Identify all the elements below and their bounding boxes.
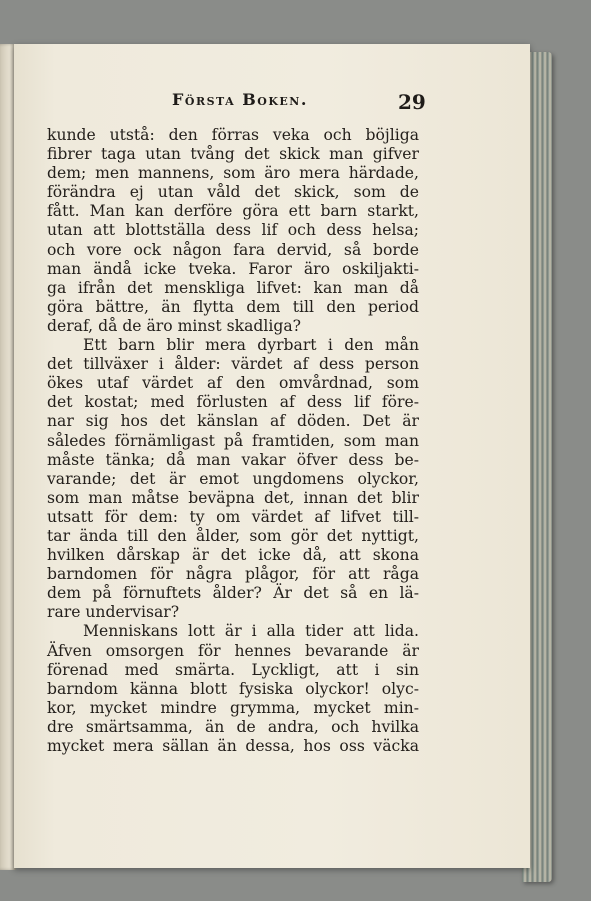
text-line: det tillväxer i ålder: värdet af dess person [47,355,419,374]
text-line: barndom känna blott fysiska olyckor! olyc- [47,679,419,698]
text-line: man ändå icke tveka. Faror äro oskiljakti- [47,259,419,278]
page-header [14,90,530,120]
book-page [14,44,530,868]
text-line: utsatt för dem: ty om värdet af lifvet till- [47,507,419,526]
text-line: det kostat; med förlusten af dess lif före- [47,393,419,412]
text-line: varande; det är emot ungdomens olyckor, [47,469,419,488]
text-line: rare undervisar? [47,603,180,622]
text-line: göra bättre, än flytta dem till den period [47,297,419,316]
text-line: tar ända till den ålder, som gör det nyttigt, [47,526,419,545]
text-line: dem; men mannens, som äro mera härdade, [47,164,419,183]
text-line: måste tänka; då man vakar öfver dess be- [47,450,419,469]
running-head: Första Boken. [172,90,308,109]
text-line: kunde utstå: den förras veka och böjliga [47,126,419,144]
text-line: och vore ock någon fara dervid, så borde [47,240,419,259]
text-line: ga ifrån det menskliga lifvet: kan man då [47,278,419,297]
text-line: förändra ej utan våld det skick, som de [47,183,419,202]
text-line: förenad med smärta. Lyckligt, att i sin [47,660,419,679]
text-line: dem på förnuftets ålder? Är det så en lä- [47,584,419,603]
text-line: ökes utaf värdet af den omvårdnad, som [47,374,419,393]
text-line: nar sig hos det känslan af döden. Det är [47,412,419,431]
text-line: hvilken dårskap är det icke då, att skona [47,546,419,565]
page-number: 29 [398,90,426,114]
text-line: således förnämligast på framtiden, som man [47,431,419,450]
text-line: Äfven omsorgen för hennes bevarande är [47,641,419,660]
text-line: som man måtse beväpna det, innan det blir [47,488,419,507]
text-line: barndomen för några plågor, för att råga [47,565,419,584]
text-line: dre smärtsamma, än de andra, och hvilka [47,717,419,736]
text-line: utan att blottställa dess lif och dess helsa; [47,221,419,240]
text-line: Menniskans lott är i alla tider att lida. [83,622,419,641]
text-line: mycket mera sällan än dessa, hos oss väcka [47,737,419,755]
text-line: Ett barn blir mera dyrbart i den mån [83,336,419,355]
text-line: fibrer taga utan tvång det skick man gifver [47,145,419,164]
body-text [47,126,419,756]
text-line: deraf, då de äro minst skadliga? [47,316,301,335]
text-line: fått. Man kan derföre göra ett barn starkt, [47,202,419,221]
text-line: kor, mycket mindre grymma, mycket min- [47,698,419,717]
